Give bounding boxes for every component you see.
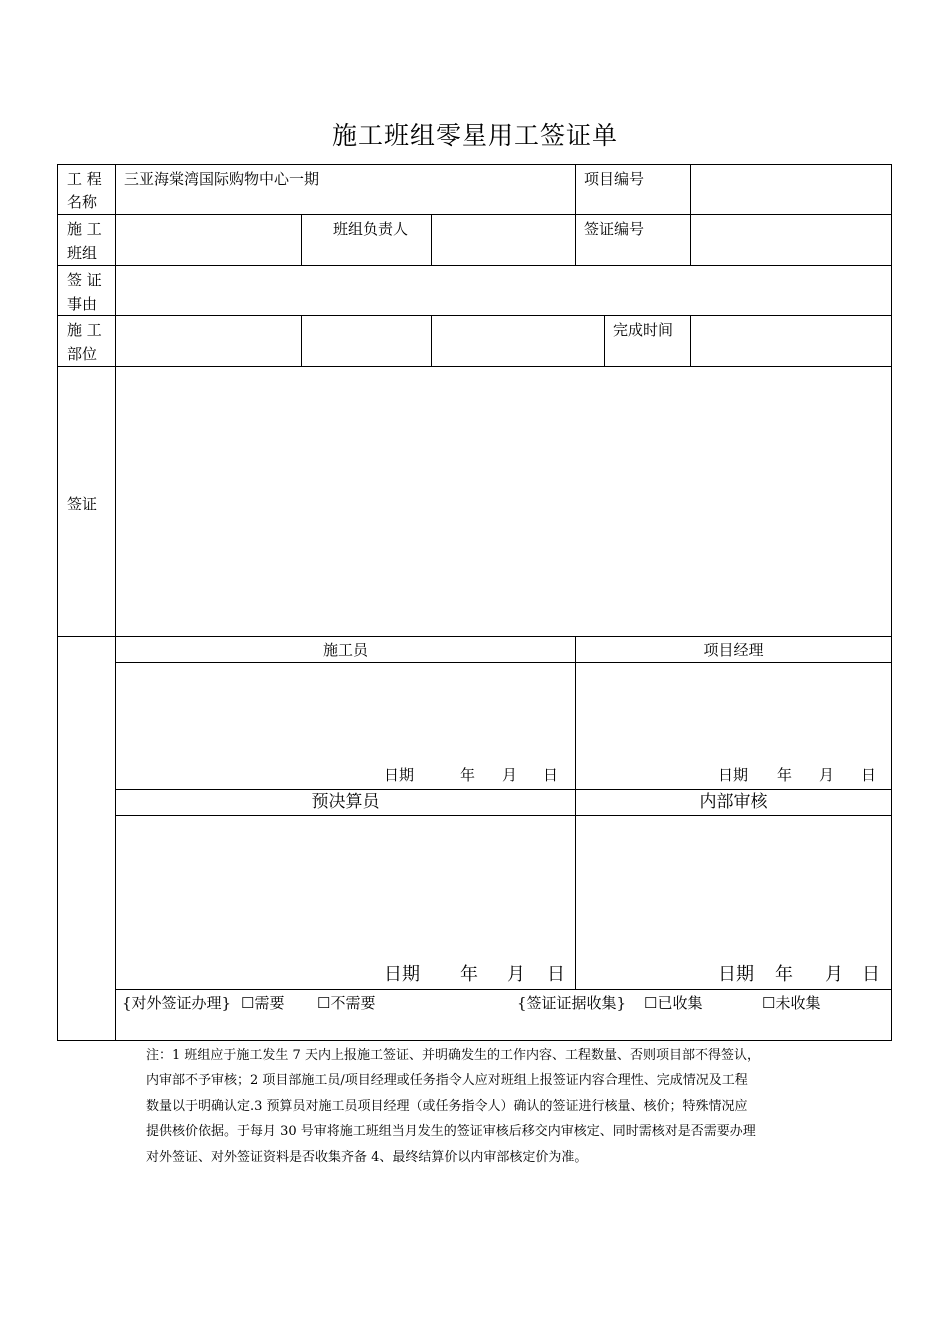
external-visa-label: {对外签证办理} [122, 994, 232, 1012]
need-label: 需要 [254, 994, 285, 1012]
location-label-line2: 部位 [67, 345, 98, 363]
finish-time-field[interactable] [692, 317, 888, 364]
no-need-checkbox[interactable] [317, 991, 375, 1016]
audit-header: 内部审核 [699, 792, 768, 812]
date-label: 日期 [718, 766, 749, 784]
date-label: 日期 [384, 964, 420, 985]
checkbox-icon[interactable]: ☐ [644, 994, 658, 1012]
note-line: 数量以于明确认定.3 预算员对施工员项目经理（或任务指令人）确认的签证进行核量、核价；特殊情况应 [146, 1098, 748, 1114]
cell-divider [690, 214, 691, 266]
cell-divider [575, 164, 576, 215]
note-line: 内审部不予审核；2 项目部施工员/项目经理或任务指令人应对班组上报签证内容合理性、完成情况及工程 [146, 1073, 748, 1089]
cell-divider [690, 315, 691, 367]
budget-header: 预决算员 [311, 792, 380, 812]
day-label: 日 [547, 964, 565, 985]
form-title: 施工班组零星用工签证单 [331, 121, 618, 150]
team-label-line1: 施 工 [67, 220, 102, 238]
not-collected-checkbox[interactable] [762, 991, 820, 1016]
month-label: 月 [507, 964, 525, 985]
year-label: 年 [460, 964, 478, 985]
no-need-label: 不需要 [330, 994, 376, 1012]
footnote [146, 1043, 816, 1170]
location-label-line1: 施 工 [67, 321, 102, 339]
team-field[interactable] [117, 216, 299, 263]
pm-date [718, 763, 877, 788]
row-line [57, 315, 892, 316]
team-leader-field[interactable] [433, 216, 573, 263]
pm-signature-area[interactable] [577, 664, 889, 759]
note-line: 注：1 班组应于施工发生 7 天内上报施工签证、并明确发生的工作内容、工程数量、否则项目部不得签认， [146, 1048, 760, 1063]
reason-field[interactable] [117, 267, 888, 313]
day-label: 日 [543, 766, 559, 784]
project-label-line2: 名称 [67, 193, 98, 211]
cell-divider [575, 214, 576, 266]
table-border-top [57, 164, 892, 165]
visa-content-field[interactable] [117, 368, 888, 634]
row-line [57, 265, 892, 266]
team-leader-label: 班组负责人 [333, 220, 409, 238]
pm-header: 项目经理 [703, 641, 764, 659]
checkbox-icon[interactable]: ☐ [241, 994, 255, 1012]
cell-divider [431, 315, 432, 367]
project-no-label: 项目编号 [584, 170, 645, 188]
checkbox-icon[interactable]: ☐ [762, 994, 776, 1012]
visa-label: 签证 [67, 495, 98, 513]
date-label: 日期 [384, 766, 415, 784]
sign-line [115, 815, 892, 816]
date-label: 日期 [718, 964, 754, 985]
project-name-value[interactable]: 三亚海棠湾国际购物中心一期 [124, 170, 320, 188]
project-no-field[interactable] [692, 166, 888, 212]
checkbox-icon[interactable]: ☐ [317, 994, 331, 1012]
reason-label-line2: 事由 [67, 295, 98, 313]
constructor-header: 施工员 [322, 641, 368, 659]
collected-label: 已收集 [657, 994, 703, 1012]
collected-checkbox[interactable] [644, 991, 702, 1016]
row-line [57, 214, 892, 215]
not-collected-label: 未收集 [775, 994, 821, 1012]
audit-date [718, 962, 880, 987]
budget-date [384, 962, 565, 987]
cell-divider [604, 315, 605, 367]
month-label: 月 [825, 964, 843, 985]
note-line: 对外签证、对外签证资料是否收集齐备 4、最终结算价以内审部核定价为准。 [146, 1149, 588, 1165]
sign-line [115, 989, 892, 990]
finish-time-label: 完成时间 [613, 321, 674, 339]
constructor-date [384, 763, 559, 788]
label-column-divider [115, 164, 116, 1041]
note-line: 提供核价依据。于每月 30 号审将施工班组当月发生的签证审核后移交内审核定、同时需核对是否需要办理 [146, 1124, 756, 1140]
location-field[interactable] [117, 317, 299, 364]
table-border-left [57, 164, 58, 1041]
team-label-line2: 班组 [67, 244, 98, 262]
constructor-signature-area[interactable] [117, 664, 573, 759]
year-label: 年 [777, 766, 793, 784]
month-label: 月 [819, 766, 835, 784]
visa-no-label: 签证编号 [584, 220, 645, 238]
need-checkbox[interactable] [241, 991, 284, 1016]
budget-signature-area[interactable] [117, 817, 573, 957]
cell-divider [301, 315, 302, 367]
cell-divider [690, 164, 691, 215]
table-border-bottom [57, 1040, 892, 1041]
cell-divider [301, 214, 302, 266]
cell-divider [431, 214, 432, 266]
audit-signature-area[interactable] [577, 817, 889, 957]
month-label: 月 [502, 766, 518, 784]
year-label: 年 [460, 766, 476, 784]
day-label: 日 [862, 964, 880, 985]
day-label: 日 [861, 766, 877, 784]
table-border-right [891, 164, 892, 1041]
reason-label-line1: 签 证 [67, 271, 102, 289]
row-line [57, 366, 892, 367]
year-label: 年 [775, 964, 793, 985]
project-label-line1: 工 程 [67, 170, 102, 188]
evidence-collection-label: {签证证据收集} [517, 994, 627, 1012]
visa-no-field[interactable] [692, 216, 888, 263]
